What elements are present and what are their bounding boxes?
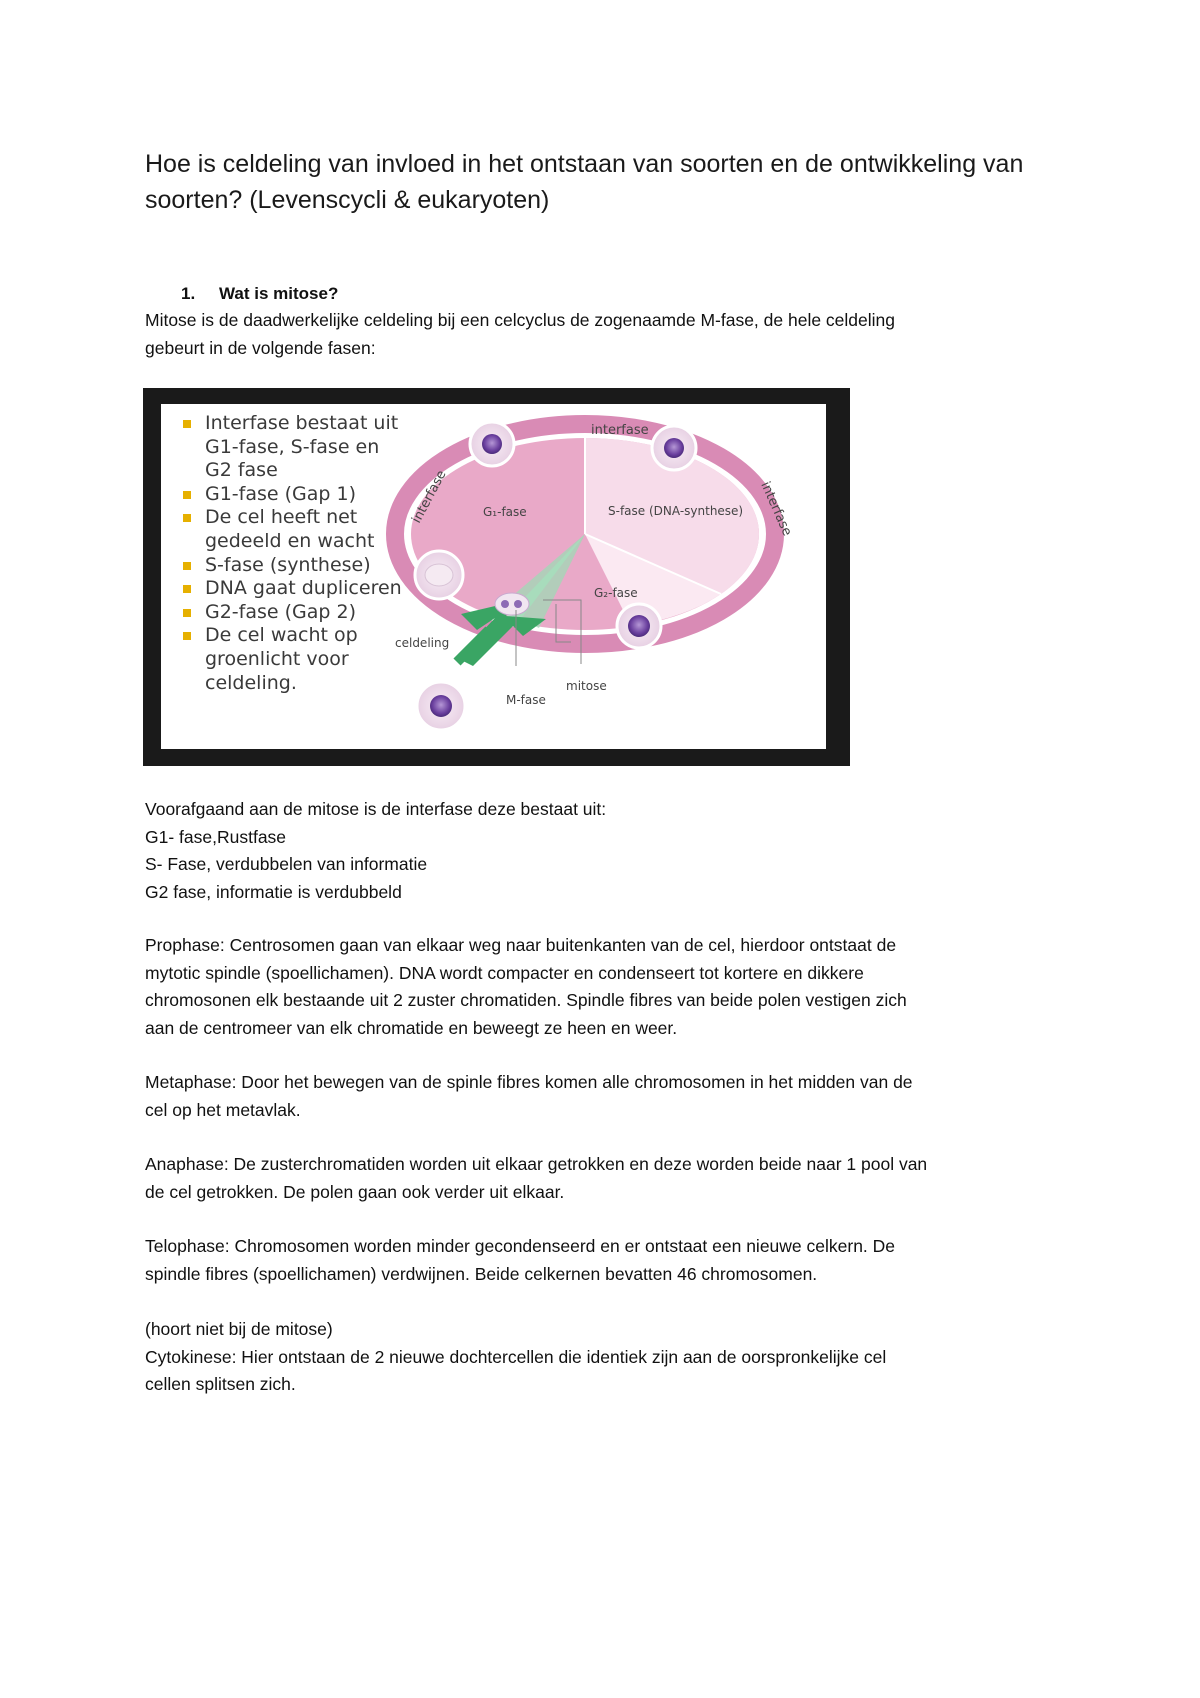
interphase-paragraph (145, 796, 1075, 906)
bullet-item: G2-fase (Gap 2) (183, 601, 403, 625)
text-line: G2 fase, informatie is verdubbeld (145, 881, 402, 902)
text-line: Cytokinese: Hier ontstaan de 2 nieuwe dochtercellen die identiek zijn aan de oorspronkelijke cel (145, 1346, 887, 1367)
nucleus-icon (482, 434, 502, 454)
label-s-fase: S-fase (DNA-synthese) (608, 504, 744, 518)
dividing-cell-icon (495, 593, 529, 615)
nucleus-icon (430, 695, 452, 717)
anaphase-paragraph (145, 1151, 1075, 1206)
label-g1-fase: G₁-fase (483, 505, 527, 519)
text-line: Voorafgaand aan de mitose is de interfase deze bestaat uit: (145, 799, 607, 819)
prophase-paragraph (145, 932, 1075, 1042)
bullet-item: DNA gaat dupliceren (183, 577, 403, 601)
bullet-item: G1-fase (Gap 1) (183, 483, 403, 507)
text-line: S- Fase, verdubbelen van informatie (145, 854, 428, 874)
label-mitose: mitose (566, 679, 607, 693)
intro-paragraph (145, 307, 1075, 362)
question-text: Wat is mitose? (219, 284, 339, 303)
text-line: spindle fibres (spoellichamen) verdwijnen. Beide celkernen bevatten 46 chromosomen. (145, 1263, 818, 1284)
label-g2-fase: G₂-fase (594, 586, 638, 600)
text-line: cel op het metavlak. (145, 1099, 301, 1120)
cell-cycle-figure (143, 388, 850, 766)
text-line: gebeurt in de volgende fasen: (145, 337, 376, 358)
text-line: G1- fase,Rustfase (145, 826, 287, 847)
figure-canvas (161, 404, 826, 749)
question-number: 1. (181, 284, 196, 303)
bullet-item: Interfase bestaat uit G1-fase, S-fase en G2 fase (183, 412, 403, 483)
text-line: Telophase: Chromosomen worden minder gecondenseerd en er ontstaat een nieuwe celkern. De (145, 1236, 896, 1256)
metaphase-paragraph (145, 1069, 1075, 1124)
label-celdeling: celdeling (395, 636, 450, 650)
bullet-item: De cel wacht op groenlicht voor celdeling. (183, 624, 403, 695)
cell-cycle-diagram (161, 404, 826, 749)
text-line: cellen splitsen zich. (145, 1374, 296, 1394)
question-heading (181, 284, 338, 304)
text-line: chromosonen elk bestaande uit 2 zuster chromatiden. Spindle fibres van beide polen vestigen zich (145, 990, 907, 1010)
label-interfase-top: interfase (591, 423, 649, 438)
nucleus-icon (514, 600, 522, 608)
text-line: aan de centromeer van elk chromatide en beweegt ze heen en weer. (145, 1017, 678, 1038)
nucleus-icon (628, 615, 650, 637)
text-line: Metaphase: Door het bewegen van de spinle fibres komen alle chromosomen in het midden van de (145, 1072, 913, 1092)
nucleus-icon (501, 600, 509, 608)
document-title: Hoe is celdeling van invloed in het ontstaan van soorten en de ontwikkeling van soorten? (Levenscycli & eukaryoten) (145, 150, 1024, 214)
nucleus-icon (664, 438, 684, 458)
label-interfase-left: interfase (409, 467, 450, 526)
label-interfase-right: interfase (757, 479, 795, 539)
nucleus-icon (425, 564, 453, 586)
text-line: de cel getrokken. De polen gaan ook verder uit elkaar. (145, 1181, 565, 1202)
text-line: (hoort niet bij de mitose) (145, 1319, 333, 1339)
telophase-paragraph (145, 1233, 1075, 1288)
text-line: Anaphase: De zusterchromatiden worden uit elkaar getrokken en deze worden beide naar 1 pool van (145, 1154, 928, 1174)
bullet-item: S-fase (synthese) (183, 554, 403, 578)
text-line: Mitose is de daadwerkelijke celdeling bij een celcyclus de zogenaamde M-fase, de hele celdeling (145, 310, 896, 330)
label-m-fase: M-fase (506, 693, 546, 707)
cytokinesis-paragraph (145, 1316, 1075, 1399)
text-line: Prophase: Centrosomen gaan van elkaar weg naar buitenkanten van de cel, hierdoor ontstaat de (145, 935, 897, 955)
text-line: mytotic spindle (spoellichamen). DNA wordt compacter en condenseert tot kortere en dikkere (145, 962, 864, 983)
bullet-item: De cel heeft net gedeeld en wacht (183, 506, 403, 553)
